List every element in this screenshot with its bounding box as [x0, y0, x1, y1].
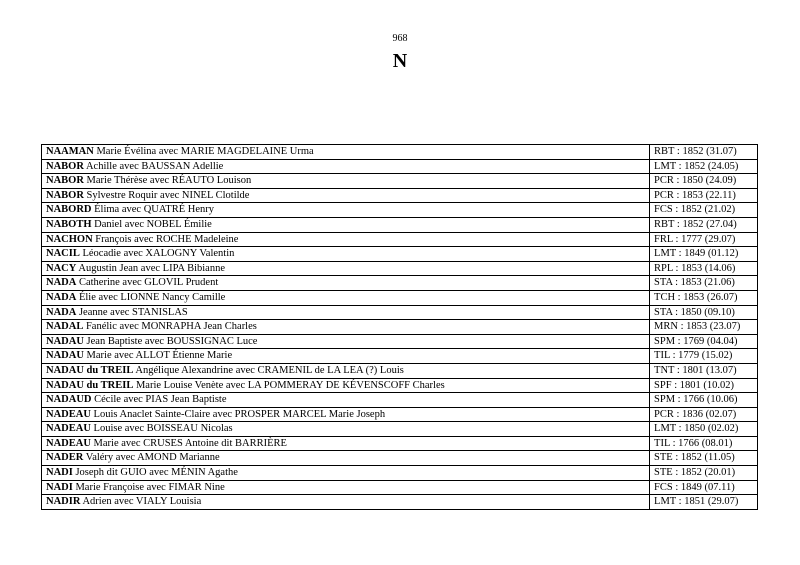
table-row [42, 261, 758, 276]
table-row [42, 276, 758, 291]
name-cell [42, 145, 650, 160]
spouse-details: Jeanne avec STANISLAS [76, 306, 188, 318]
surname: NADEAU [46, 423, 91, 435]
register-reference: STE : 1852 (20.01) [650, 466, 758, 481]
name-cell [42, 276, 650, 291]
surname: NADA [46, 306, 77, 318]
surname: NADAU du TREIL [46, 364, 134, 376]
table-row [42, 378, 758, 393]
name-cell [42, 217, 650, 232]
table-row [42, 451, 758, 466]
letter-heading: N [392, 50, 408, 72]
spouse-details: Valéry avec AMOND Marianne [83, 452, 220, 464]
table-row [42, 232, 758, 247]
surname: NACIL [46, 248, 80, 260]
surname: NADA [46, 277, 77, 289]
table-row [42, 480, 758, 495]
spouse-details: Angélique Alexandrine avec CRAMENIL de LA LEA (?) Louis [133, 364, 404, 376]
table-row [42, 436, 758, 451]
table-row [42, 217, 758, 232]
register-reference: STA : 1850 (09.10) [650, 305, 758, 320]
marriage-index-table [41, 144, 758, 510]
register-reference: FCS : 1849 (07.11) [650, 480, 758, 495]
table-row [42, 203, 758, 218]
register-reference: TCH : 1853 (26.07) [650, 290, 758, 305]
name-cell [42, 290, 650, 305]
name-cell [42, 466, 650, 481]
table-row [42, 495, 758, 510]
register-reference: SPM : 1766 (10.06) [650, 393, 758, 408]
spouse-details: Louis Anaclet Sainte-Claire avec PROSPER MARCEL Marie Joseph [90, 408, 386, 420]
table-row [42, 188, 758, 203]
table-row [42, 159, 758, 174]
spouse-details: Marie avec CRUSES Antoine dit BARRIÈRE [90, 437, 287, 449]
surname: NAAMAN [46, 146, 94, 157]
spouse-details: Catherine avec GLOVIL Prudent [76, 277, 219, 289]
name-cell [42, 363, 650, 378]
register-reference: RBT : 1852 (31.07) [650, 145, 758, 160]
name-cell [42, 451, 650, 466]
register-reference: SPM : 1769 (04.04) [650, 334, 758, 349]
register-reference: TNT : 1801 (13.07) [650, 363, 758, 378]
surname: NABORD [46, 204, 92, 216]
surname: NADI [46, 481, 73, 493]
spouse-details: Élie avec LIONNE Nancy Camille [76, 291, 226, 303]
register-reference: FRL : 1777 (29.07) [650, 232, 758, 247]
name-cell [42, 378, 650, 393]
surname: NACHON [46, 233, 93, 245]
register-reference: TIL : 1766 (08.01) [650, 436, 758, 451]
spouse-details: Cécile avec PIAS Jean Baptiste [91, 394, 227, 406]
name-cell [42, 436, 650, 451]
surname: NADAU [46, 350, 84, 362]
table-row [42, 320, 758, 335]
register-reference: SPF : 1801 (10.02) [650, 378, 758, 393]
surname: NADEAU [46, 408, 91, 420]
surname: NABOR [46, 189, 84, 201]
register-reference: RBT : 1852 (27.04) [650, 217, 758, 232]
spouse-details: Marie Thérèse avec RÉAUTO Louison [83, 175, 252, 187]
spouse-details: Marie avec ALLOT Étienne Marie [83, 350, 233, 362]
table-row [42, 466, 758, 481]
surname: NADA [46, 291, 77, 303]
table-row [42, 363, 758, 378]
table-row [42, 247, 758, 262]
surname: NADAU [46, 335, 84, 347]
spouse-details: Marie Évélina avec MARIE MAGDELAINE Urma [93, 146, 314, 157]
spouse-details: Adrien avec VIALY Louisia [80, 496, 202, 508]
spouse-details: François avec ROCHE Madeleine [92, 233, 239, 245]
name-cell [42, 393, 650, 408]
register-reference: MRN : 1853 (23.07) [650, 320, 758, 335]
register-reference: STA : 1853 (21.06) [650, 276, 758, 291]
register-reference: RPL : 1853 (14.06) [650, 261, 758, 276]
spouse-details: Jean Baptiste avec BOUSSIGNAC Luce [83, 335, 258, 347]
surname: NABOTH [46, 218, 92, 230]
register-reference: STE : 1852 (11.05) [650, 451, 758, 466]
spouse-details: Achille avec BAUSSAN Adellie [83, 160, 224, 172]
register-reference: LMT : 1849 (01.12) [650, 247, 758, 262]
name-cell [42, 232, 650, 247]
name-cell [42, 349, 650, 364]
name-cell [42, 407, 650, 422]
table-body [42, 145, 758, 510]
surname: NABOR [46, 175, 84, 187]
register-reference: LMT : 1850 (02.02) [650, 422, 758, 437]
spouse-details: Daniel avec NOBEL Émilie [91, 218, 212, 230]
spouse-details: Marie Louise Venète avec LA POMMERAY DE KÉVENSCOFF Charles [133, 379, 445, 391]
register-reference: FCS : 1852 (21.02) [650, 203, 758, 218]
surname: NADI [46, 467, 73, 479]
table-row [42, 407, 758, 422]
surname: NADAL [46, 321, 84, 333]
name-cell [42, 159, 650, 174]
table-row [42, 422, 758, 437]
name-cell [42, 422, 650, 437]
spouse-details: Sylvestre Roquir avec NINEL Clotilde [83, 189, 250, 201]
surname: NADAUD [46, 394, 92, 406]
surname: NADAU du TREIL [46, 379, 134, 391]
name-cell [42, 305, 650, 320]
spouse-details: Élima avec QUATRÉ Henry [91, 204, 214, 216]
name-cell [42, 261, 650, 276]
table-row [42, 393, 758, 408]
surname: NADEAU [46, 437, 91, 449]
surname: NABOR [46, 160, 84, 172]
name-cell [42, 188, 650, 203]
table-row [42, 305, 758, 320]
spouse-details: Léocadie avec XALOGNY Valentin [79, 248, 235, 260]
name-cell [42, 247, 650, 262]
page-number: 968 [392, 33, 408, 44]
table-row [42, 334, 758, 349]
register-reference: LMT : 1852 (24.05) [650, 159, 758, 174]
spouse-details: Augustin Jean avec LIPA Bibianne [76, 262, 225, 274]
name-cell [42, 480, 650, 495]
name-cell [42, 203, 650, 218]
surname: NACY [46, 262, 77, 274]
spouse-details: Louise avec BOISSEAU Nicolas [90, 423, 233, 435]
table-row [42, 174, 758, 189]
table-row [42, 290, 758, 305]
register-reference: LMT : 1851 (29.07) [650, 495, 758, 510]
register-reference: TIL : 1779 (15.02) [650, 349, 758, 364]
table-row [42, 145, 758, 160]
register-reference: PCR : 1853 (22.11) [650, 188, 758, 203]
surname: NADER [46, 452, 84, 464]
spouse-details: Marie Françoise avec FIMAR Nine [72, 481, 225, 493]
spouse-details: Joseph dit GUIO avec MÉNIN Agathe [72, 467, 238, 479]
spouse-details: Fanélic avec MONRAPHA Jean Charles [83, 321, 257, 333]
name-cell [42, 334, 650, 349]
register-reference: PCR : 1836 (02.07) [650, 407, 758, 422]
name-cell [42, 495, 650, 510]
table-row [42, 349, 758, 364]
register-reference: PCR : 1850 (24.09) [650, 174, 758, 189]
surname: NADIR [46, 496, 81, 508]
name-cell [42, 174, 650, 189]
name-cell [42, 320, 650, 335]
